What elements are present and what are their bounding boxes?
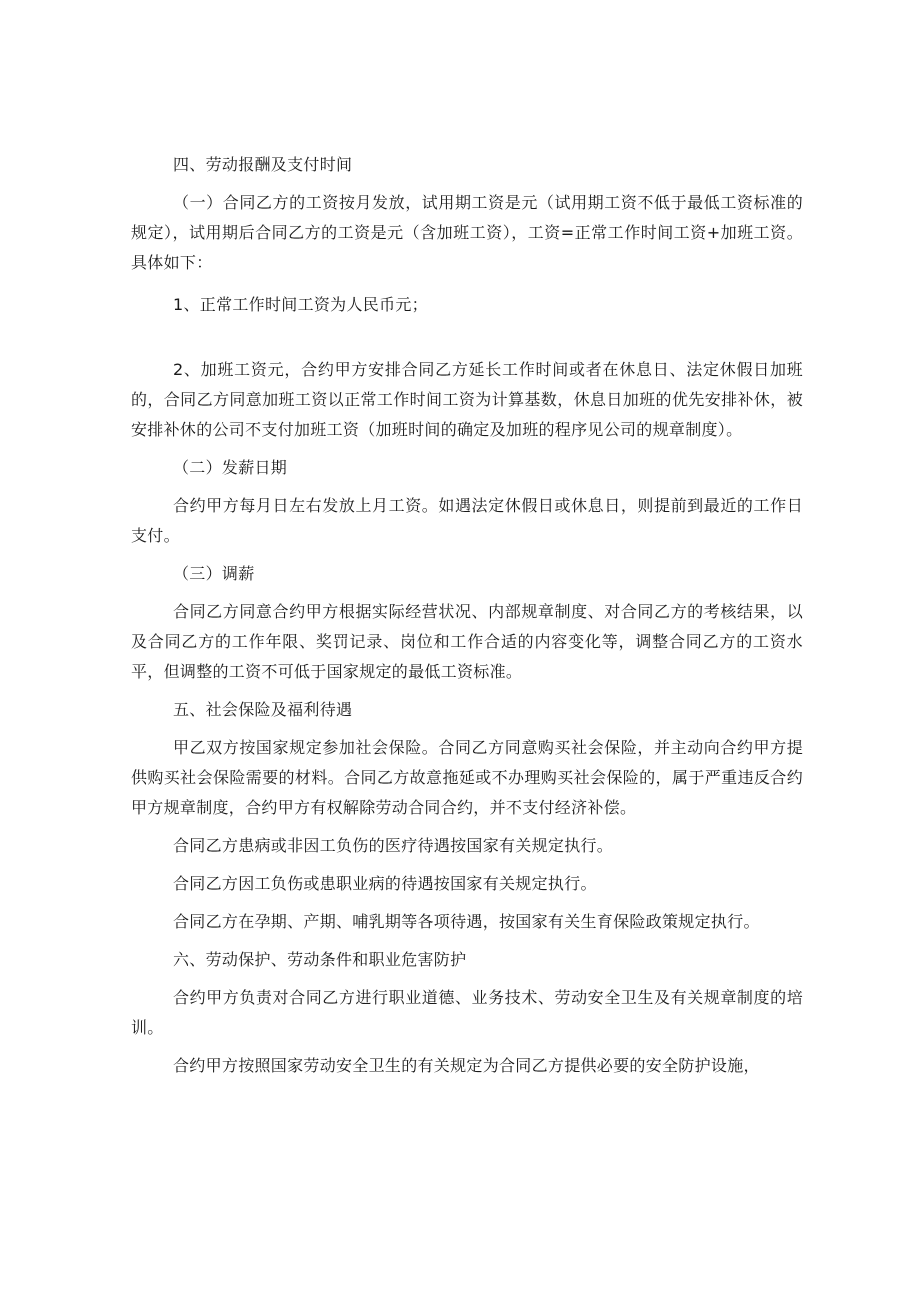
section-heading-labor-pay: 四、劳动报酬及支付时间 — [173, 155, 353, 174]
section-heading-social-insurance: 五、社会保险及福利待遇 — [173, 700, 353, 719]
paragraph-salary-adjustment: 合同乙方同意合约甲方根据实际经营状况、内部规章制度、对合同乙方的考核结果，以及合同乙方的工作年限、奖罚记录、岗位和工作合适的内容变化等，调整合同乙方的工资水平，但调整的工资不可低于国家规定的最低工资标准。 — [131, 602, 803, 681]
paragraph-training: 合约甲方负责对合同乙方进行职业道德、业务技术、劳动安全卫生及有关规章制度的培训。 — [131, 988, 803, 1037]
paragraph-overtime-wage: 2、加班工资元，合约甲方安排合同乙方延长工作时间或者在休息日、法定休假日加班的，合同乙方同意加班工资以正常工作时间工资为计算基数，休息日加班的优先安排补休，被安排补休的公司不支付加班工资（加班时间的确定及加班的程序见公司的规章制度）。 — [131, 360, 803, 439]
paragraph-work-injury: 合同乙方因工负伤或患职业病的待遇按国家有关规定执行。 — [173, 874, 597, 893]
subheading-salary-adjustment: （三）调薪 — [173, 564, 255, 583]
subheading-pay-date: （二）发薪日期 — [173, 458, 288, 477]
paragraph-normal-wage: 1、正常工作时间工资为人民币元； — [173, 295, 428, 314]
paragraph-maternity: 合同乙方在孕期、产期、哺乳期等各项待遇，按国家有关生育保险政策规定执行。 — [173, 912, 760, 931]
paragraph-social-insurance: 甲乙双方按国家规定参加社会保险。合同乙方同意购买社会保险，并主动向合约甲方提供购买社会保险需要的材料。合同乙方故意拖延或不办理购买社会保险的，属于严重违反合约甲方规章制度，合约甲方有权解除劳动合同合约，并不支付经济补偿。 — [131, 738, 803, 817]
paragraph-sick-leave: 合同乙方患病或非因工负伤的医疗待遇按国家有关规定执行。 — [173, 836, 614, 855]
section-heading-labor-protection: 六、劳动保护、劳动条件和职业危害防护 — [173, 950, 467, 969]
paragraph-pay-date: 合约甲方每月日左右发放上月工资。如遇法定休假日或休息日，则提前到最近的工作日支付。 — [131, 496, 803, 545]
paragraph-salary-terms: （一）合同乙方的工资按月发放，试用期工资是元（试用期工资不低于最低工资标准的规定），试用期后合同乙方的工资是元（含加班工资），工资=正常工作时间工资+加班工资。具体如下： — [131, 193, 803, 272]
paragraph-safety-facilities: 合约甲方按照国家劳动安全卫生的有关规定为合同乙方提供必要的安全防护设施， — [173, 1056, 760, 1075]
document-page — [131, 150, 803, 1081]
